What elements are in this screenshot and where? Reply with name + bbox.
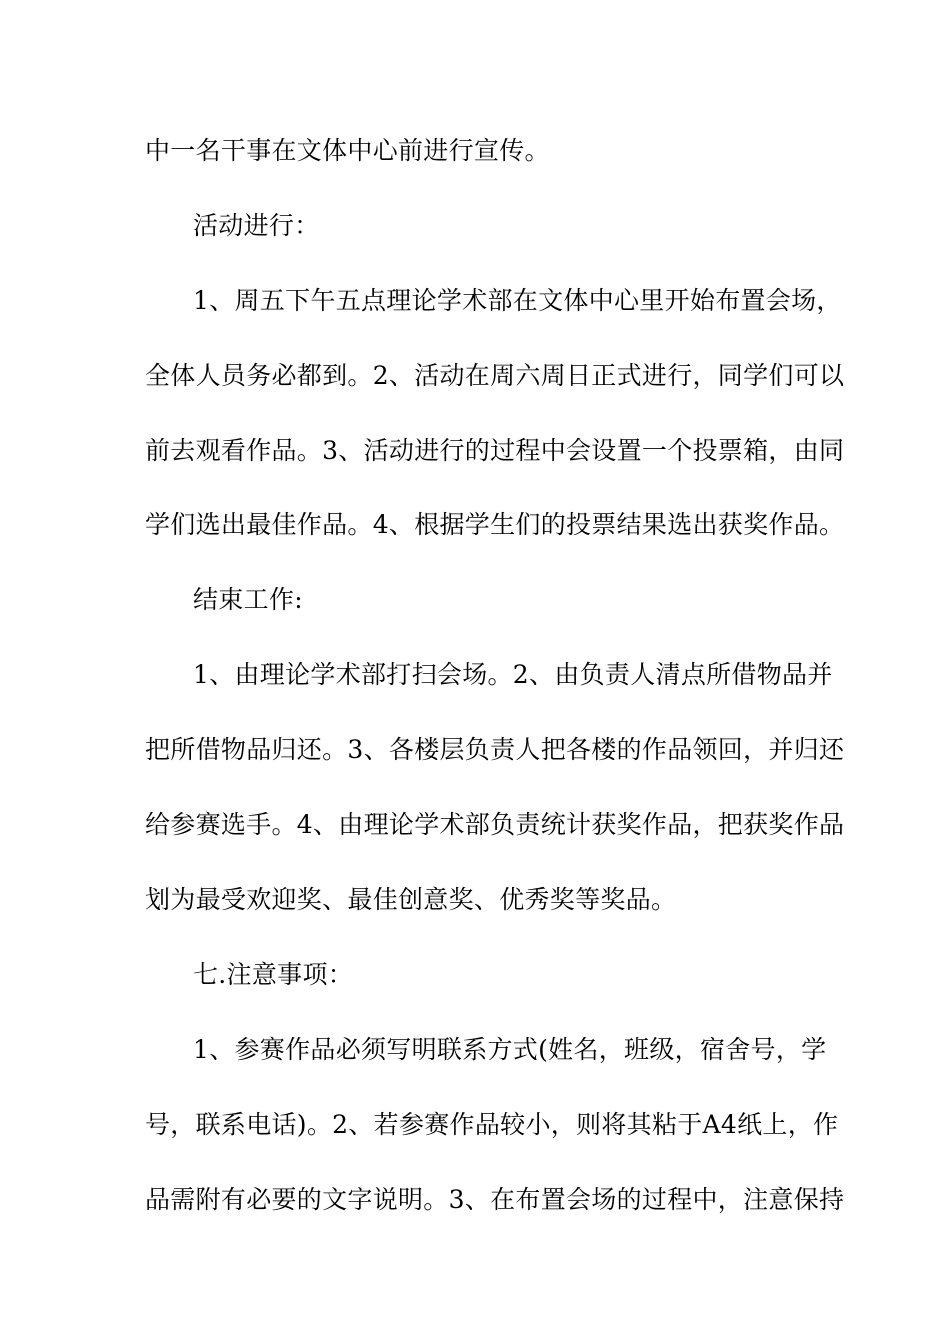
paragraph-line-activity-3: 前去观看作品。3、活动进行的过程中会设置一个投票箱，由同 (145, 436, 845, 465)
paragraph-line-notes-2: 号，联系电话)。2、若参赛作品较小，则将其粘于A4纸上，作 (145, 1110, 839, 1139)
paragraph-line-closing-1: 1、由理论学术部打扫会场。2、由负责人清点所借物品并 (193, 660, 833, 689)
paragraph-line-activity-1: 1、周五下午五点理论学术部在文体中心里开始布置会场， (193, 286, 842, 315)
paragraph-line-activity-2: 全体人员务必都到。2、活动在周六周日正式进行，同学们可以 (145, 361, 845, 390)
paragraph-line-notes-3: 品需附有必要的文字说明。3、在布置会场的过程中，注意保持 (145, 1185, 845, 1214)
section-heading-closing-work: 结束工作: (193, 585, 303, 614)
paragraph-line-activity-4: 学们选出最佳作品。4、根据学生们的投票结果选出获奖作品。 (145, 510, 845, 539)
section-heading-notes: 七.注意事项： (193, 960, 354, 989)
paragraph-line-closing-4: 划为最受欢迎奖、最佳创意奖、优秀奖等奖品。 (145, 885, 677, 914)
paragraph-line-closing-2: 把所借物品归还。3、各楼层负责人把各楼的作品领回，并归还 (145, 735, 845, 764)
paragraph-line-notes-1: 1、参赛作品必须写明联系方式(姓名，班级，宿舍号，学 (193, 1035, 827, 1064)
paragraph-line-closing-3: 给参赛选手。4、由理论学术部负责统计获奖作品，把获奖作品 (145, 810, 845, 839)
paragraph-line-intro-end: 中一名干事在文体中心前进行宣传。 (145, 136, 550, 165)
section-heading-activity-progress: 活动进行： (193, 211, 320, 240)
